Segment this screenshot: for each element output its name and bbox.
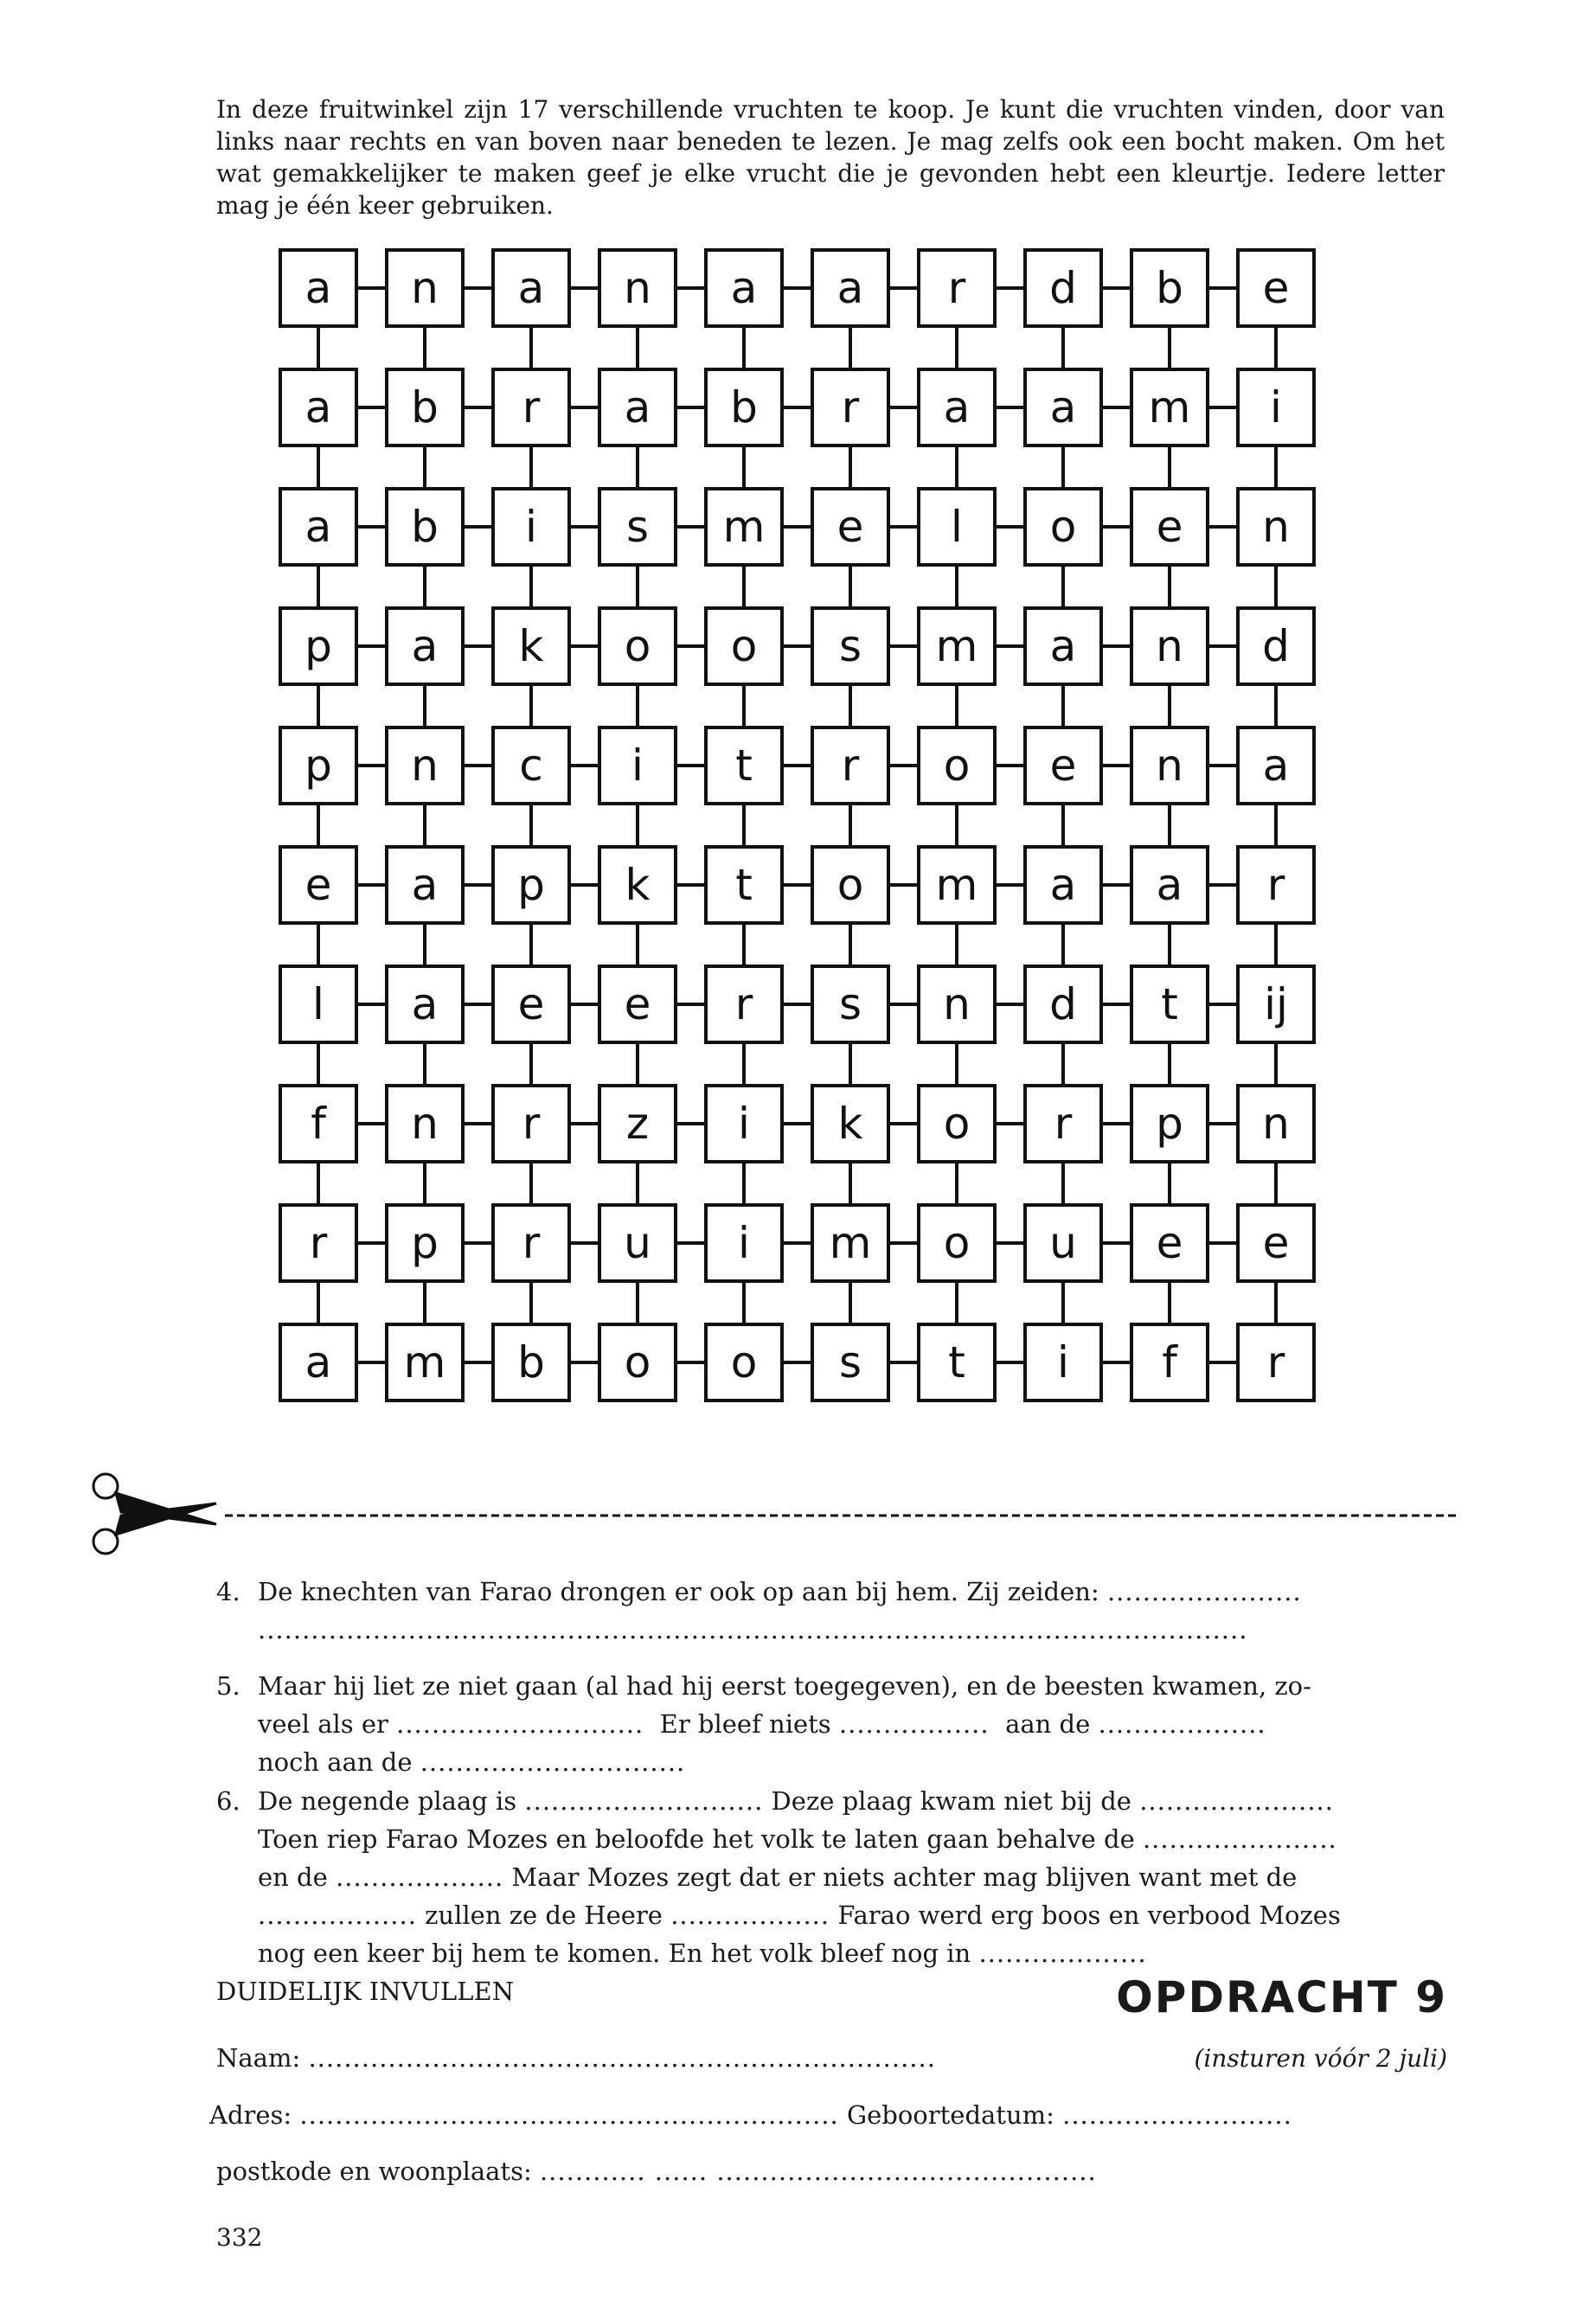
letter: a	[517, 263, 545, 313]
letter-cell[interactable]	[1025, 369, 1101, 445]
page-number: 332	[216, 2223, 263, 2252]
letter: s	[838, 621, 862, 671]
letter-cell[interactable]	[812, 966, 888, 1042]
answer-blank[interactable]: ..................	[670, 1900, 830, 1930]
letter-cell[interactable]	[1131, 250, 1208, 326]
letter-cell[interactable]	[919, 1086, 995, 1162]
letter-cell[interactable]	[919, 250, 995, 326]
letter: m	[722, 502, 766, 552]
form-header: DUIDELIJK INVULLEN	[216, 1977, 515, 2006]
letter-cell[interactable]	[1238, 250, 1314, 326]
letter: f	[311, 1099, 326, 1149]
question-text: veel als er	[258, 1709, 388, 1739]
letter-cell[interactable]	[493, 727, 569, 804]
letter: r	[841, 740, 860, 791]
letter: r	[1266, 1337, 1285, 1388]
letter-cell[interactable]	[493, 369, 569, 445]
letter: o	[943, 1218, 971, 1268]
letter: z	[625, 1099, 650, 1149]
letter: f	[1162, 1337, 1177, 1388]
letter-cell[interactable]	[599, 369, 676, 445]
letter-cell[interactable]	[919, 1324, 995, 1400]
question-text: De knechten van Farao drongen er ook op aan bij hem. Zij zeiden:	[258, 1577, 1099, 1606]
letter-cell[interactable]	[387, 489, 463, 565]
letter: u	[1049, 1218, 1077, 1268]
letter: a	[304, 263, 332, 313]
answer-blank[interactable]: ...................	[336, 1862, 504, 1892]
letter: e	[1156, 502, 1183, 552]
letter-cell[interactable]	[493, 608, 569, 684]
letter-cell[interactable]	[280, 369, 356, 445]
letter: n	[624, 263, 651, 313]
letter: o	[836, 860, 864, 910]
letter-cell[interactable]	[919, 369, 995, 445]
letter-cell[interactable]	[1131, 608, 1208, 684]
letter: o	[624, 1337, 651, 1388]
letter-cell[interactable]	[812, 847, 888, 923]
answer-blank[interactable]: ......................	[1106, 1577, 1302, 1606]
letter-cell[interactable]	[1025, 727, 1101, 804]
letter: l	[312, 979, 324, 1029]
letter: o	[730, 1337, 758, 1388]
letter-cell[interactable]	[599, 1324, 676, 1400]
letter-cell[interactable]	[387, 727, 463, 804]
puzzle-svg	[277, 247, 1367, 1466]
letter-cell[interactable]	[1025, 608, 1101, 684]
letter: n	[1262, 502, 1290, 552]
letter: a	[1049, 860, 1077, 910]
letter: e	[304, 860, 332, 910]
letter: o	[943, 740, 971, 791]
postal-blank[interactable]: ............ ...... ...........................................	[539, 2157, 1097, 2186]
letter: a	[730, 263, 758, 313]
letter: d	[1049, 263, 1077, 313]
letter-cell[interactable]	[706, 727, 782, 804]
letter-cell[interactable]	[387, 1324, 463, 1400]
letter-cell[interactable]	[706, 847, 782, 923]
letter: u	[624, 1218, 651, 1268]
letter: e	[1049, 740, 1077, 791]
letter-cell[interactable]	[706, 1205, 782, 1281]
letter-cell[interactable]	[599, 847, 676, 923]
question-text: Farao werd erg boos en verbood Mozes	[837, 1900, 1341, 1930]
letter: e	[1262, 263, 1290, 313]
letter-cell[interactable]	[1238, 1324, 1314, 1400]
letter: t	[948, 1337, 965, 1388]
letter-cell[interactable]	[1131, 966, 1208, 1042]
assignment-title: OPDRACHT 9	[1116, 1972, 1447, 2022]
letter: r	[522, 1218, 541, 1268]
letter-cell[interactable]	[1025, 250, 1101, 326]
letter: m	[829, 1218, 872, 1268]
letter-cell[interactable]	[599, 727, 676, 804]
letter: c	[519, 740, 543, 791]
letter: a	[1262, 740, 1290, 791]
question-6	[216, 1782, 1445, 1972]
letter: o	[1049, 502, 1077, 552]
letter-cell[interactable]	[1025, 489, 1101, 565]
letter: n	[943, 979, 971, 1029]
letter: n	[1262, 1099, 1290, 1149]
letter-cell[interactable]	[919, 727, 995, 804]
letter: b	[411, 502, 439, 552]
letter: n	[411, 263, 439, 313]
postal-field	[216, 2157, 1097, 2186]
letter: a	[304, 1337, 332, 1388]
answer-blank[interactable]: ......................	[1139, 1786, 1334, 1816]
letter-cell[interactable]	[1131, 727, 1208, 804]
letter: s	[625, 502, 650, 552]
scissors-icon	[93, 1474, 216, 1554]
letter-cell[interactable]	[599, 966, 676, 1042]
letter-cell[interactable]	[280, 1086, 356, 1162]
letter-cell[interactable]	[919, 489, 995, 565]
letter: a	[943, 382, 971, 433]
letter-cell[interactable]	[1131, 1324, 1208, 1400]
name-blank[interactable]: .......................................................................	[308, 2043, 936, 2073]
letter-cell[interactable]	[280, 727, 356, 804]
cut-line	[87, 1462, 1462, 1566]
letter: e	[836, 502, 864, 552]
letter: i	[738, 1099, 750, 1149]
letter: e	[1156, 1218, 1183, 1268]
letter-cell[interactable]	[706, 489, 782, 565]
letter-cell[interactable]	[1238, 1086, 1314, 1162]
letter: m	[935, 860, 978, 910]
letter-cell[interactable]	[1131, 489, 1208, 565]
letter: a	[1049, 621, 1077, 671]
letter: a	[304, 502, 332, 552]
letter-cell[interactable]	[387, 1086, 463, 1162]
letter: i	[525, 502, 537, 552]
letter-cell[interactable]	[812, 727, 888, 804]
letter: p	[304, 740, 332, 791]
letter-cell[interactable]	[1238, 727, 1314, 804]
answer-blank[interactable]: ................................................................................................................	[258, 1615, 1248, 1644]
letter: k	[625, 860, 651, 910]
letter: p	[304, 621, 332, 671]
letter-cell[interactable]	[387, 847, 463, 923]
letter-cell[interactable]	[493, 966, 569, 1042]
letter: a	[1156, 860, 1183, 910]
letter: r	[841, 382, 860, 433]
letter: p	[411, 1218, 439, 1268]
letter-cell[interactable]	[1131, 1086, 1208, 1162]
answer-blank[interactable]: ...................	[1098, 1709, 1266, 1739]
letter: r	[309, 1218, 328, 1268]
letter: r	[522, 382, 541, 433]
letter-cell[interactable]	[1238, 847, 1314, 923]
name-label: Naam:	[216, 2043, 301, 2073]
letter-cell[interactable]	[919, 847, 995, 923]
letter: r	[734, 979, 753, 1029]
letter-cell[interactable]	[812, 608, 888, 684]
question-5	[216, 1667, 1445, 1781]
letter: n	[411, 1099, 439, 1149]
letter: a	[624, 382, 651, 433]
letter-cell[interactable]	[1238, 369, 1314, 445]
letter-cell[interactable]	[1238, 489, 1314, 565]
letter-cell[interactable]	[1025, 966, 1101, 1042]
letter-cell[interactable]	[599, 1205, 676, 1281]
letter: a	[1049, 382, 1077, 433]
letter: o	[943, 1099, 971, 1149]
letter-cell[interactable]	[280, 847, 356, 923]
letter-cell[interactable]	[919, 608, 995, 684]
letter: o	[730, 621, 758, 671]
letter: r	[947, 263, 966, 313]
letter-cell[interactable]	[493, 847, 569, 923]
question-text: Er bleef niets	[659, 1709, 831, 1739]
question-text: en de	[258, 1862, 328, 1892]
letter: m	[1148, 382, 1191, 433]
letter-cell[interactable]	[599, 489, 676, 565]
answer-blank[interactable]: ..............................	[420, 1747, 686, 1777]
letter-cell[interactable]	[1025, 847, 1101, 923]
letter-cell[interactable]	[706, 1086, 782, 1162]
answer-blank[interactable]: ..................	[258, 1900, 417, 1930]
letter-cell[interactable]	[387, 250, 463, 326]
question-4	[216, 1573, 1445, 1649]
letter: n	[1156, 740, 1183, 791]
letter: n	[411, 740, 439, 791]
address-blank[interactable]: .............................................................	[299, 2100, 839, 2130]
letter: p	[517, 860, 545, 910]
address-label: Adres:	[209, 2100, 292, 2130]
question-text: Toen riep Farao Mozes en beloofde het volk te laten gaan behalve de	[258, 1824, 1135, 1854]
letter: k	[837, 1099, 863, 1149]
letter: e	[624, 979, 651, 1029]
letter: o	[624, 621, 651, 671]
letter-cell[interactable]	[493, 250, 569, 326]
letter-cell[interactable]	[1131, 1205, 1208, 1281]
intro-paragraph: In deze fruitwinkel zijn 17 verschillende vruchten te koop. Je kunt die vruchten vinden, door van links naar rechts en van boven naar beneden te lezen. Je mag zelfs ook een bocht maken. Om het wat gemakkelijker te maken geef je elke vrucht die je gevonden hebt een kleurtje. Iedere letter mag je één keer gebruiken.	[216, 95, 1445, 220]
letter-cell[interactable]	[387, 1205, 463, 1281]
deadline-note: (insturen vóór 2 juli)	[1194, 2044, 1447, 2073]
letter-cell[interactable]	[387, 369, 463, 445]
letter-cell[interactable]	[387, 608, 463, 684]
letter-cell[interactable]	[280, 966, 356, 1042]
letter-cell[interactable]	[706, 966, 782, 1042]
question-text: aan de	[1005, 1709, 1091, 1739]
letter-cell[interactable]	[706, 250, 782, 326]
letter-cell[interactable]	[280, 608, 356, 684]
letter-cell[interactable]	[599, 608, 676, 684]
answer-blank[interactable]: ............................	[396, 1709, 644, 1739]
question-number: 5.	[216, 1671, 240, 1701]
letter-cell[interactable]	[812, 1205, 888, 1281]
letter: s	[838, 1337, 862, 1388]
question-text: nog een keer bij hem te komen. En het volk bleef nog in	[258, 1939, 971, 1968]
letter: d	[1262, 621, 1290, 671]
letter: b	[730, 382, 758, 433]
letter: d	[1049, 979, 1077, 1029]
letter: p	[1156, 1099, 1183, 1149]
letter-cell[interactable]	[599, 1086, 676, 1162]
letter: ij	[1264, 979, 1288, 1029]
address-field	[209, 2100, 1292, 2130]
letter: m	[935, 621, 978, 671]
letter: r	[522, 1099, 541, 1149]
letter-cell[interactable]	[1131, 847, 1208, 923]
letter-cell[interactable]	[280, 489, 356, 565]
letter-puzzle-grid	[277, 247, 1367, 1470]
letter: r	[1266, 860, 1285, 910]
letter-cell[interactable]	[812, 1324, 888, 1400]
letter: t	[1161, 979, 1178, 1029]
letter: i	[631, 740, 644, 791]
letter: b	[517, 1337, 545, 1388]
letter: n	[1156, 621, 1183, 671]
letter: a	[836, 263, 864, 313]
letter-cell[interactable]	[1025, 1086, 1101, 1162]
letter-cell[interactable]	[493, 489, 569, 565]
letter: a	[304, 382, 332, 433]
letter-cell[interactable]	[387, 966, 463, 1042]
letter: b	[1156, 263, 1183, 313]
question-text: noch aan de	[258, 1747, 413, 1777]
letter: a	[411, 979, 439, 1029]
letter: e	[517, 979, 545, 1029]
letter-cell[interactable]	[493, 1324, 569, 1400]
letter: i	[1057, 1337, 1069, 1388]
letter: r	[1054, 1099, 1073, 1149]
answer-blank[interactable]: ...................	[978, 1939, 1147, 1968]
letter-cell[interactable]	[1025, 1324, 1101, 1400]
question-text: Maar hij liet ze niet gaan (al had hij eerst toegegeven), en de beesten kwamen, zo-	[258, 1671, 1311, 1701]
letter-cell[interactable]	[812, 1086, 888, 1162]
letter-cell[interactable]	[1238, 966, 1314, 1042]
letter-cell[interactable]	[599, 250, 676, 326]
letter-cell[interactable]	[919, 966, 995, 1042]
birthdate-blank[interactable]: ..........................	[1062, 2100, 1292, 2130]
letter: s	[838, 979, 862, 1029]
name-field	[216, 2043, 936, 2073]
letter: e	[1262, 1218, 1290, 1268]
question-number: 4.	[216, 1577, 240, 1606]
postal-label: postkode en woonplaats:	[216, 2157, 532, 2186]
letter: i	[738, 1218, 750, 1268]
letter-cell[interactable]	[919, 1205, 995, 1281]
question-text: Deze plaag kwam niet bij de	[771, 1786, 1131, 1816]
letter-cell[interactable]	[706, 369, 782, 445]
answer-blank[interactable]: ......................	[1142, 1824, 1337, 1854]
question-number: 6.	[216, 1786, 240, 1816]
letter: b	[411, 382, 439, 433]
answer-blank[interactable]: .................	[838, 1709, 990, 1739]
letter: t	[735, 740, 753, 791]
question-text: Maar Mozes zegt dat er niets achter mag blijven want met de	[511, 1862, 1298, 1892]
letter-cell[interactable]	[706, 608, 782, 684]
letter-cell[interactable]	[280, 1205, 356, 1281]
letter: m	[403, 1337, 446, 1388]
letter-cell[interactable]	[280, 1324, 356, 1400]
birthdate-label: Geboortedatum:	[846, 2100, 1054, 2130]
letter-cell[interactable]	[1131, 369, 1208, 445]
letter-cell[interactable]	[1238, 608, 1314, 684]
letter-cell[interactable]	[706, 1324, 782, 1400]
letter-cell[interactable]	[1238, 1205, 1314, 1281]
answer-blank[interactable]: ...........................	[524, 1786, 764, 1816]
letter-cell[interactable]	[493, 1205, 569, 1281]
letter-cell[interactable]	[493, 1086, 569, 1162]
letter-cell[interactable]	[812, 369, 888, 445]
letter-cell[interactable]	[280, 250, 356, 326]
letter-cell[interactable]	[812, 250, 888, 326]
letter: l	[951, 502, 963, 552]
letter: i	[1270, 382, 1282, 433]
question-text: De negende plaag is	[258, 1786, 517, 1816]
letter-cell[interactable]	[1025, 1205, 1101, 1281]
letter: t	[735, 860, 753, 910]
letter-cell[interactable]	[812, 489, 888, 565]
letter: a	[411, 860, 439, 910]
letter: k	[518, 621, 544, 671]
question-text: zullen ze de Heere	[425, 1900, 663, 1930]
letter: a	[411, 621, 439, 671]
